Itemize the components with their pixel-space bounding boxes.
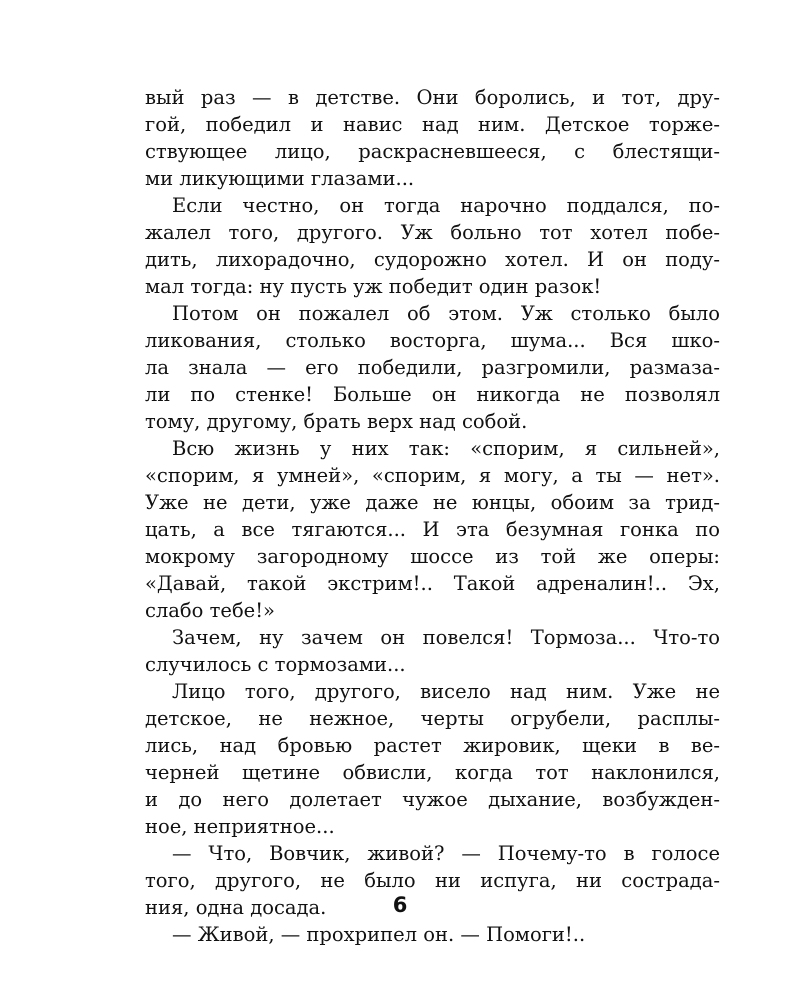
text-line: жалел того, другого. Уж больно тот хотел побе- (145, 221, 720, 244)
text-line: Зачем, ну зачем он повелся! Тормоза... Что-то (172, 626, 720, 649)
text-line: лись, над бровью растет жировик, щеки в ве- (145, 734, 720, 757)
text-line: цать, а все тягаются... И эта безумная гонка по (145, 518, 720, 541)
text-line: ли по стенке! Больше он никогда не позволял (145, 383, 720, 406)
page-number: 6 (392, 893, 408, 917)
text-line: и до него долетает чужое дыхание, возбужден- (145, 788, 720, 811)
text-line: мокрому загородному шоссе из той же оперы: (145, 545, 720, 568)
text-line: Потом он пожалел об этом. Уж столько было (172, 302, 720, 325)
text-line: слабо тебе!» (145, 599, 275, 622)
text-line: вый раз — в детстве. Они боролись, и тот, дру- (145, 86, 720, 109)
text-line: Лицо того, другого, висело над ним. Уже не (172, 680, 720, 703)
text-line: ми ликующими глазами... (145, 167, 415, 190)
text-line: детское, не нежное, черты огрубели, расплы- (145, 707, 720, 730)
text-line: ствующее лицо, раскрасневшееся, с блестящи- (145, 140, 720, 163)
text-line: Если честно, он тогда нарочно поддался, по- (172, 194, 720, 217)
text-line: случилось с тормозами... (145, 653, 406, 676)
text-line: ния, одна досада. (145, 896, 327, 919)
text-line: Уже не дети, уже даже не юнцы, обоим за трид- (145, 491, 720, 514)
text-line: тому, другому, брать верх над собой. (145, 410, 528, 433)
text-line: «Давай, такой экстрим!.. Такой адреналин!.. Эх, (145, 572, 720, 595)
book-page-text (145, 84, 720, 948)
text-line: «спорим, я умней», «спорим, я могу, а ты — нет». (145, 464, 720, 487)
text-line: ное, неприятное... (145, 815, 335, 838)
text-line: мал тогда: ну пусть уж победит один разок! (145, 275, 602, 298)
text-line: — Живой, — прохрипел он. — Помоги!.. (172, 923, 586, 946)
text-line: Всю жизнь у них так: «спорим, я сильней», (172, 437, 720, 460)
text-line: ликования, столько восторга, шума... Вся шко- (145, 329, 720, 352)
text-line: дить, лихорадочно, судорожно хотел. И он поду- (145, 248, 720, 271)
text-line: ла знала — его победили, разгромили, размаза- (145, 356, 720, 379)
text-line: — Что, Вовчик, живой? — Почему-то в голосе (172, 842, 720, 865)
text-line: черней щетине обвисли, когда тот наклонился, (145, 761, 720, 784)
text-line: гой, победил и навис над ним. Детское торже- (145, 113, 720, 136)
text-line: того, другого, не было ни испуга, ни сострада- (145, 869, 720, 892)
